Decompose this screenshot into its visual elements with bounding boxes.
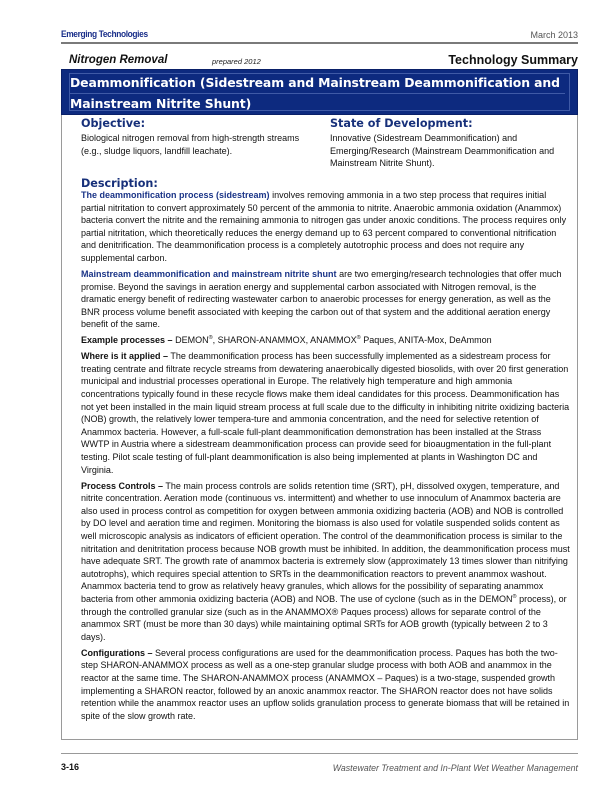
page-number: 3-16: [61, 762, 80, 772]
objective-text: Biological nitrogen removal from high-strength streams (e.g., sludge liquors, landfill leachate).: [81, 133, 300, 156]
para-configurations: Configurations – Several process configurations are used for the deammonification process. Paques has both the two-step SHARON-ANAMMOX process as well as a one-step granular sludge process with both AOB and anammox in the reactor at the same time. The SHARON-ANAMMOX process (ANAMMOX – Paques) is a two-stage, suspended growth implementing a SHARON reactor, followed by an anoxic anammox reactor. The SHARON reactor does not have solids retention while the anammox reactor uses an upflow solids granulation process to generate biomass that will be retained in spite of the slow growth rate.: [81, 647, 570, 721]
state-text: Innovative (Sidestream Deammonification) and Emerging/Research (Mainstream Deammonification and Mainstream Nitrite Shunt).: [330, 133, 555, 169]
header-date: March 2013: [530, 30, 578, 40]
description-heading: Description:: [81, 177, 158, 190]
category-label: Nitrogen Removal: [69, 54, 168, 66]
sub-header: [61, 53, 578, 69]
page-header: [61, 29, 578, 43]
prepared-label: prepared 2012: [212, 57, 261, 66]
para-examples: Example processes – DEMON®, SHARON-ANAMMOX, ANAMMOX® Paques, ANITA-Mox, DeAmmon: [81, 335, 492, 346]
description-body: [81, 189, 571, 726]
para-mainstream: Mainstream deammonification and mainstream nitrite shunt are two emerging/research technologies that offer much promise. Beyond the savings in aeration energy and supplemental carbon associated with Nitrogen removal, is the dramatic energy benefit of redirecting wastewater carbon to anaerobic processes for energy generation, as well as the BNR process volume benefit associated with keeping the carbon out of that system and the additional aeration energy benefit of the same.: [81, 268, 562, 330]
state-heading: State of Development:: [330, 117, 473, 130]
doc-type-label: Technology Summary: [448, 53, 578, 67]
title-bar: [61, 69, 578, 115]
publication-title: Wastewater Treatment and In-Plant Wet Weather Management: [332, 763, 578, 773]
page-title: Deammonification (Sidestream and Mainstream Deammonification and Mainstream Nitrite Shunt): [70, 73, 565, 114]
section-label: Emerging Technologies: [61, 29, 148, 40]
para-where-applied: Where is it applied – The deammonification process has been successfully implemented as a sidestream process for treating centrate and filtrate recycle streams from dewatering anaerobically digested biosolids, with over 20 first generation municipal and industrial processes operational in Europe. The relatively high temperature and high ammonia concentrations typically found in these recycle flows make them ideal candidates for this process. Deammonification has not yet been installed in the main liquid stream process at full scale due to the difficulty in inhibiting nitrite oxidizing bacteria (NOB) growth, the relatively lower tempera-ture and ammonia concentration, and the need for selective retention of Anammox bacteria. However, a full-scale full-plant deammonification demonstration has been installed at the Strass WWTP in Austria where a sidestream deammonification process can provide seed for bioaugmentation in the full-plant testing. Pilot scale testing of full-plant deammonification is also being implemented at plants in Washington DC and Virginia.: [81, 351, 570, 475]
para-process-controls: Process Controls – The main process controls are solids retention time (SRT), pH, dissolved oxygen, temperature, and nitrite concentration. Aeration mode (continuous vs. intermittent) and whether to use innoculum of Anammox bacteria are also used in process control as competition for oxygen between ammonia oxidizing bacteria (AOB) and NOB is controlled by DO level and aeration time and regimen. Monitoring the biomass is also used for volatile suspended solids content as well microscopic analysis as indicators of efficient operation. The control of the deammonification process is similar to the nitritation and denitritation process because NOB growth must be inhibited. In addition, the deammonification process must have adequate SRT. The growth rate of anammox bacteria is extremely slow (approximately 13 times slower than nitrifying autotrophs), which requires special attention to SRTs in the deammonification reactors to prevent anammox washout. Anammox bacteria tend to grow as relatively heavy granules, which allows for the possibility of separating anammox bacteria from other ammonia oxidizing bacteria (AOB) and NOB. The use of cyclone (such as in the DEMON® process), or through the controlled granular size (such as in the ANAMMOX® Paques process) allows for separate control of the anammox SRT (must be more than 30 days) while maintaining optimal SRTs for AOB growth (typically between 2 to 3 days).: [81, 480, 570, 642]
para-sidestream: The deammonification process (sidestream) involves removing ammonia in a two step process that requires initial partial nitritation to convert approximately 50 percent of the ammonia to nitrite. Anaerobic ammonia oxidation (Anammox) bacteria convert the nitrite and the remaining ammonia to nitrogen gas under anoxic conditions. The process requires only partial nitritation, which theoretically reduces the energy demand up to 63 percent compared to conventional nitrification and denitrification. The deammonification process is a completely autotrophic process and does not require any supplemental carbon.: [81, 190, 567, 263]
objective-heading: Objective:: [81, 117, 146, 130]
header-divider: [61, 42, 578, 44]
footer-divider: [61, 753, 578, 754]
